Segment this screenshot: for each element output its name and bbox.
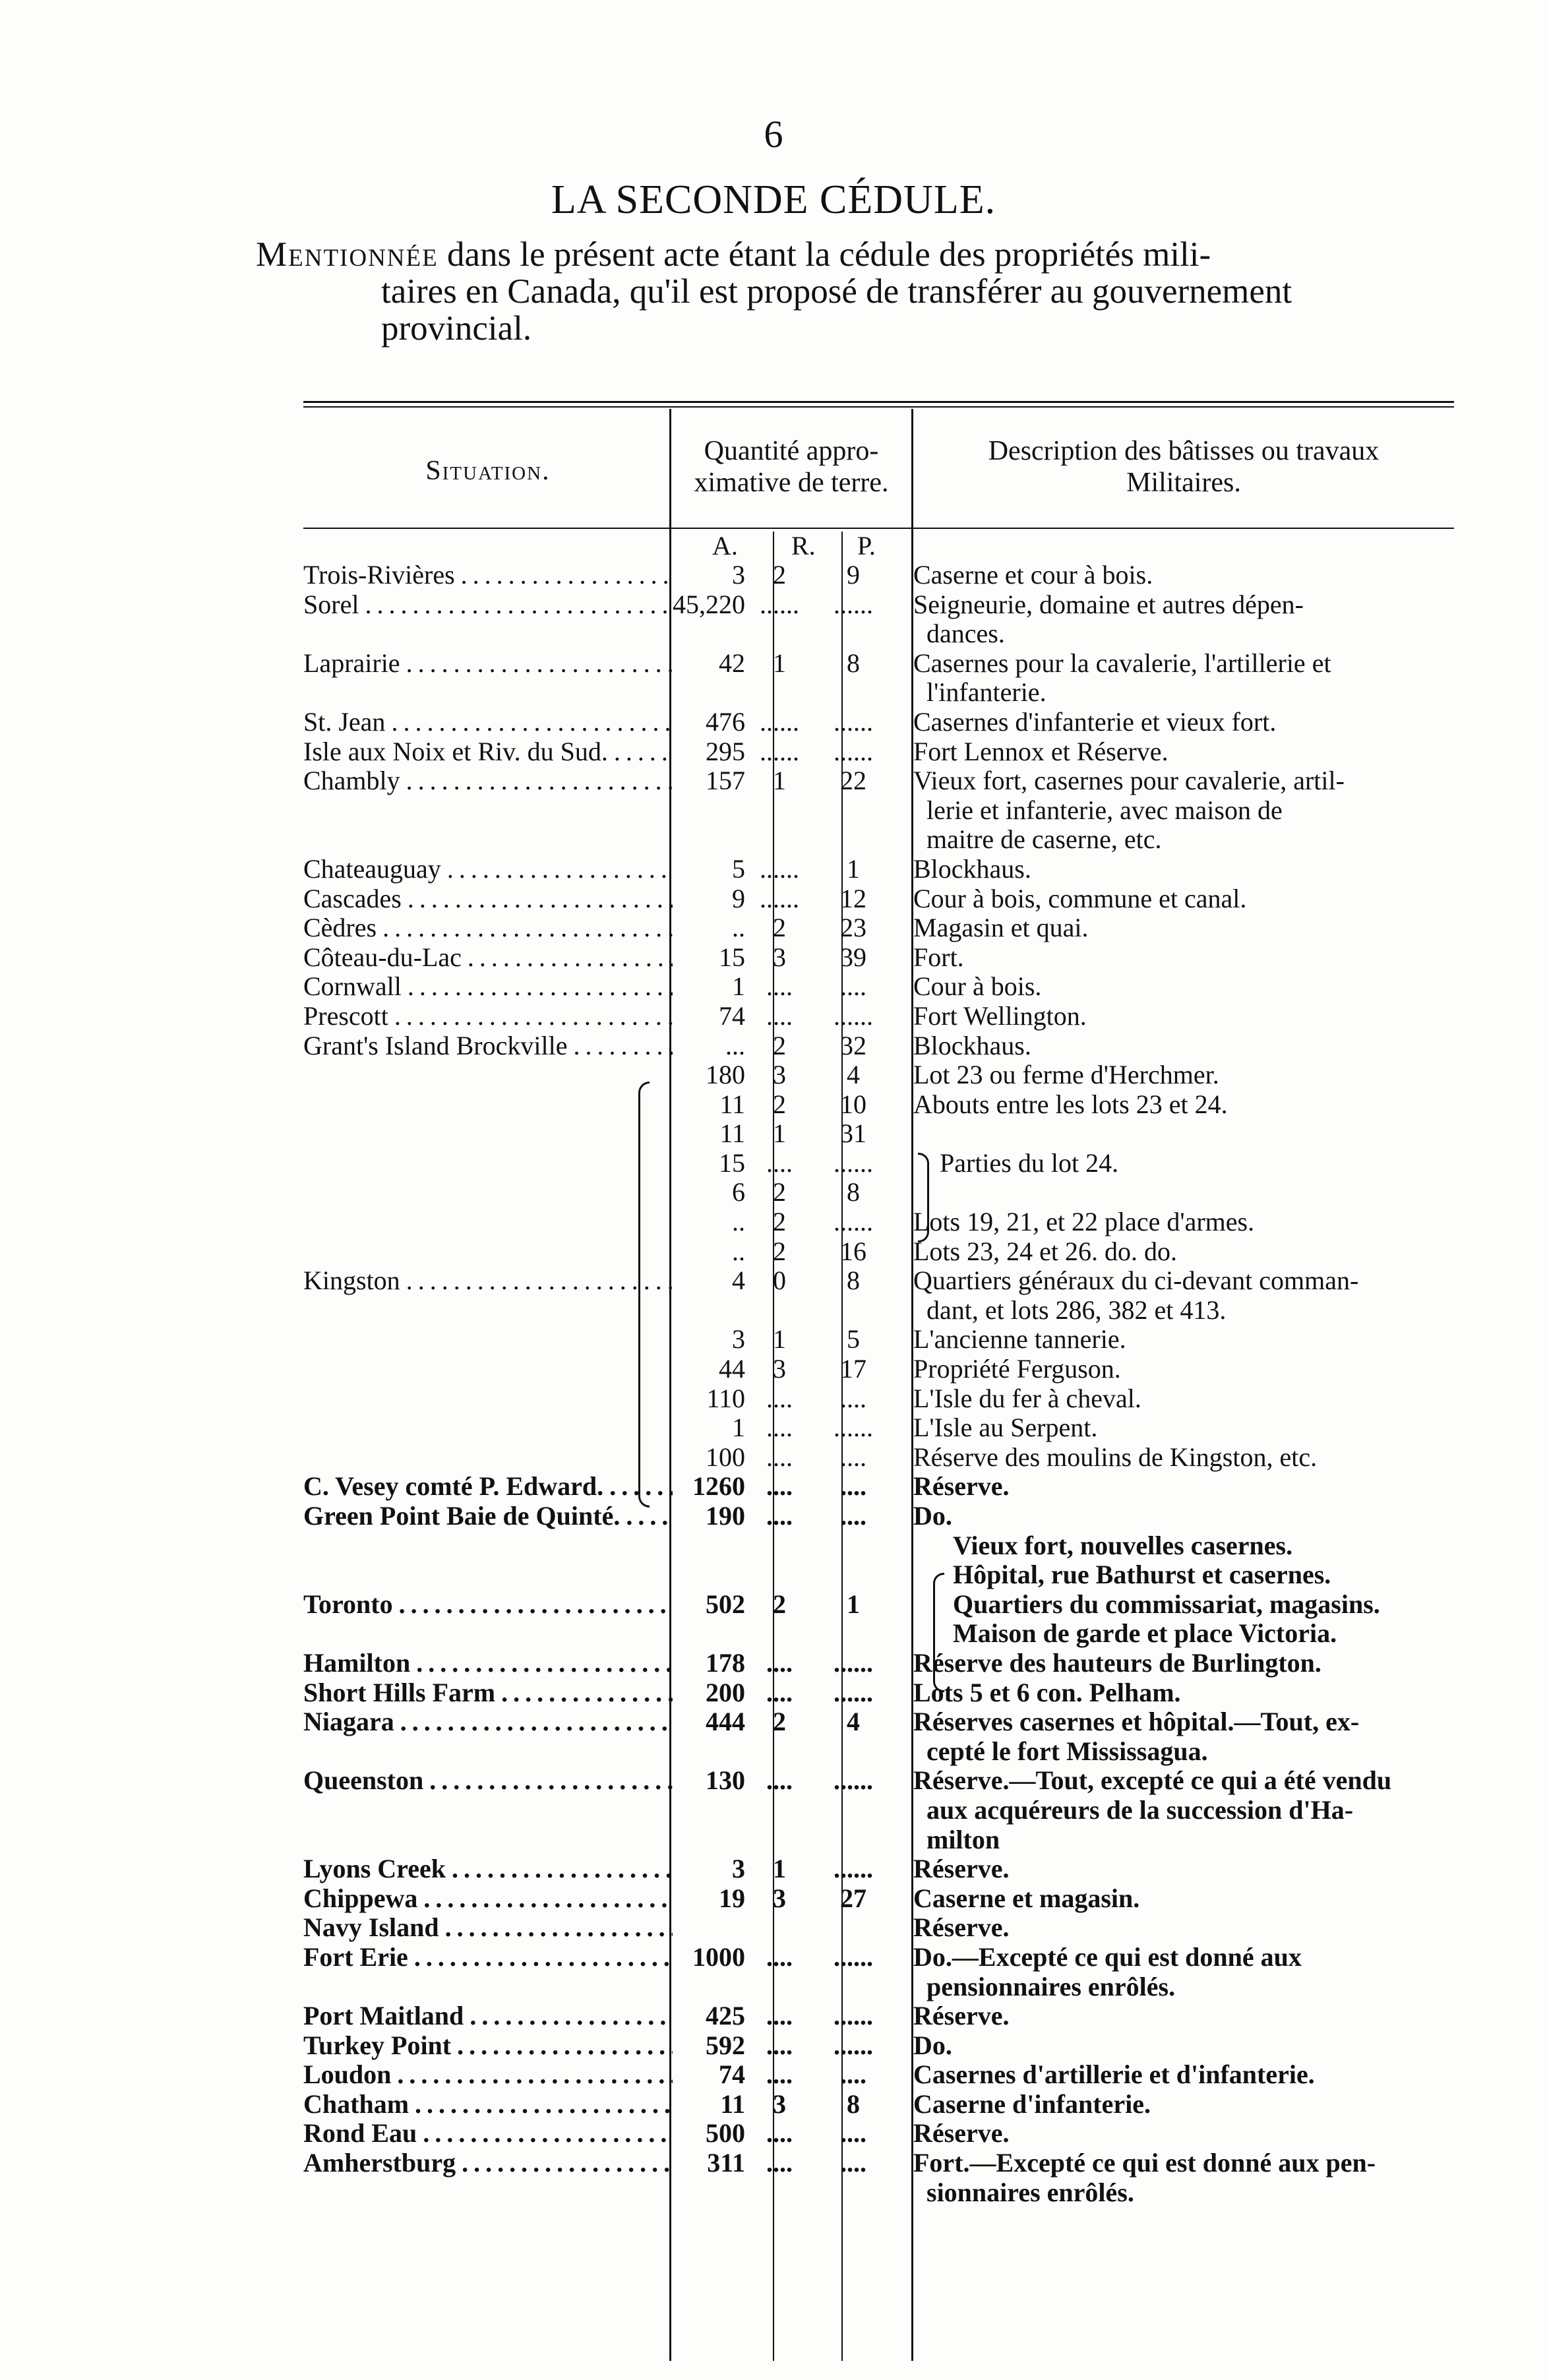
- cell-description: Réserve des hauteurs de Burlington.: [913, 1647, 1321, 1678]
- table-row: [303, 1266, 1454, 1296]
- cell-acres: 200: [706, 1677, 745, 1707]
- cell-acres: 502: [706, 1589, 745, 1619]
- cell-acres: 592: [706, 2030, 745, 2060]
- table-row: [303, 1707, 1454, 1737]
- cell-perches: ......: [834, 736, 873, 766]
- cell-acres: ..: [732, 913, 745, 943]
- cell-situation: Cascades . . .: [303, 884, 673, 914]
- cell-acres: 11: [719, 1118, 745, 1149]
- cell-acres: 42: [719, 648, 745, 678]
- cell-acres: 11: [719, 1089, 745, 1119]
- table-row: [303, 1443, 1454, 1473]
- cell-roods: ......: [760, 736, 799, 766]
- cell-description: Caserne et cour à bois.: [913, 560, 1153, 590]
- cell-roods: 2: [773, 1030, 786, 1060]
- cell-description: sionnaires enrôlés.: [926, 2177, 1134, 2207]
- cell-acres: ..: [732, 1207, 745, 1237]
- cell-situation: Trois-Rivières . . .: [303, 561, 673, 590]
- cell-acres: 1: [732, 1413, 745, 1443]
- table-row: [303, 2031, 1454, 2061]
- table-row: [303, 1355, 1454, 1384]
- cell-roods: 2: [773, 1589, 786, 1619]
- cell-description: Fort Lennox et Réserve.: [913, 736, 1168, 766]
- cell-acres: 3: [732, 560, 745, 590]
- cell-situation: C. Vesey comté P. Edward. . . .: [303, 1472, 673, 1502]
- cell-description: Lots 5 et 6 con. Pelham.: [913, 1677, 1181, 1707]
- table-row: [303, 2149, 1454, 2178]
- cell-acres: 1000: [692, 1941, 745, 1972]
- table-row: [303, 1560, 1454, 1590]
- cell-roods: ....: [766, 2030, 793, 2060]
- cell-perches: 17: [840, 1354, 866, 1384]
- cell-situation: Toronto . . .: [303, 1590, 673, 1620]
- table-row: [303, 1913, 1454, 1943]
- table-row: [303, 2060, 1454, 2090]
- cell-roods: ....: [766, 1501, 793, 1531]
- cell-perches: ......: [834, 1854, 873, 1884]
- table-row: [303, 678, 1454, 708]
- cell-situation: Isle aux Noix et Riv. du Sud. . . .: [303, 737, 673, 767]
- unit-acres: A.: [712, 531, 738, 561]
- cell-situation: Cèdres . . .: [303, 913, 673, 943]
- cell-acres: 3: [732, 1324, 745, 1355]
- cell-acres: 15: [719, 1147, 745, 1178]
- cell-acres: 1260: [692, 1471, 745, 1502]
- cell-acres: 311: [707, 2148, 745, 2178]
- cell-roods: ......: [760, 853, 799, 884]
- cell-description: Quartiers du commissariat, magasins.: [953, 1589, 1380, 1619]
- cell-roods: ....: [766, 1765, 793, 1796]
- cell-description: Casernes d'artillerie et d'infanterie.: [913, 2060, 1315, 2090]
- cell-description: dant, et lots 286, 382 et 413.: [926, 1295, 1227, 1325]
- cell-description: pensionnaires enrôlés.: [926, 1971, 1176, 2001]
- cell-acres: 5: [732, 853, 745, 884]
- cell-situation: Kingston . . .: [303, 1266, 673, 1296]
- cell-description: Fort Wellington.: [913, 1000, 1087, 1031]
- cell-perches: 1: [847, 1589, 860, 1619]
- cell-description: Vieux fort, nouvelles casernes.: [953, 1530, 1293, 1560]
- cell-perches: ......: [834, 1147, 873, 1178]
- cell-situation: Green Point Baie de Quinté. . . .: [303, 1502, 673, 1531]
- table-row: [303, 1884, 1454, 1914]
- cell-roods: 1: [773, 648, 786, 678]
- cell-perches: 8: [847, 1177, 860, 1207]
- cell-description: Réserve.: [913, 1854, 1010, 1884]
- cell-description: Blockhaus.: [913, 1030, 1031, 1060]
- cell-description: Propriété Ferguson.: [913, 1354, 1121, 1384]
- cell-roods: ....: [766, 1147, 793, 1178]
- cell-description: lerie et infanterie, avec maison de: [926, 795, 1283, 825]
- cell-acres: 444: [706, 1707, 745, 1737]
- cell-perches: 22: [840, 766, 866, 796]
- cell-acres: 178: [706, 1647, 745, 1678]
- cell-roods: ....: [766, 1442, 793, 1472]
- cell-roods: ....: [766, 1471, 793, 1502]
- cell-perches: ......: [834, 1413, 873, 1443]
- cell-situation: Short Hills Farm . . .: [303, 1678, 673, 1708]
- table-row: [303, 855, 1454, 884]
- cell-situation: Chateauguay . . .: [303, 855, 673, 884]
- cell-acres: 15: [719, 942, 745, 972]
- cell-roods: ....: [766, 1941, 793, 1972]
- cell-perches: 31: [840, 1118, 866, 1149]
- cell-roods: 3: [773, 942, 786, 972]
- table-row: [303, 1502, 1454, 1531]
- table-row: [303, 1737, 1454, 1767]
- cell-description: Maison de garde et place Victoria.: [953, 1618, 1337, 1649]
- cell-perches: 8: [847, 1266, 860, 1296]
- cell-acres: 476: [706, 706, 745, 737]
- cell-acres: 45,220: [673, 589, 745, 619]
- cell-roods: 1: [773, 1324, 786, 1355]
- cell-description: Seigneurie, domaine et autres dépen-: [913, 589, 1304, 619]
- table-row: [303, 1031, 1454, 1061]
- cell-acres: 425: [706, 2001, 745, 2031]
- cell-situation: Chambly . . .: [303, 766, 673, 796]
- table-row: [303, 1472, 1454, 1502]
- cell-perches: ......: [834, 1941, 873, 1972]
- table-row: [303, 1090, 1454, 1120]
- table-row: [303, 1766, 1454, 1796]
- intro-line-3: provincial.: [381, 309, 532, 348]
- cell-roods: ....: [766, 971, 793, 1002]
- cell-perches: 27: [840, 1883, 866, 1913]
- table-row: [303, 1825, 1454, 1855]
- table-row: [303, 619, 1454, 649]
- cell-perches: 32: [840, 1030, 866, 1060]
- table-row: [303, 708, 1454, 737]
- table-row: [303, 796, 1454, 826]
- table-row: [303, 1384, 1454, 1414]
- cell-situation: Chatham . . .: [303, 2090, 673, 2120]
- cell-description: L'Isle du fer à cheval.: [913, 1383, 1141, 1413]
- cell-description: Caserne d'infanterie.: [913, 2089, 1151, 2119]
- cell-roods: ....: [766, 1647, 793, 1678]
- cell-description: aux acquéreurs de la succession d'Ha-: [926, 1794, 1354, 1825]
- table-row: [303, 1060, 1454, 1090]
- cell-acres: 3: [732, 1854, 745, 1884]
- cell-situation: Turkey Point . . .: [303, 2031, 673, 2061]
- table-row: [303, 1796, 1454, 1825]
- table-row: [303, 2090, 1454, 2120]
- cell-acres: 295: [706, 736, 745, 766]
- table-row: [303, 1002, 1454, 1031]
- table-row: [303, 1854, 1454, 1884]
- cell-roods: ....: [766, 1413, 793, 1443]
- header-description: [920, 435, 1447, 499]
- cell-acres: 100: [706, 1442, 745, 1472]
- cell-acres: 157: [706, 766, 745, 796]
- header-situation: Situation.: [425, 456, 551, 486]
- cell-roods: 2: [773, 1089, 786, 1119]
- cell-perches: 1: [847, 853, 860, 884]
- cell-acres: 11: [720, 2089, 745, 2119]
- cell-acres: 110: [706, 1383, 745, 1413]
- cell-perches: 4: [847, 1060, 860, 1090]
- cell-description: Abouts entre les lots 23 et 24.: [913, 1089, 1228, 1119]
- cell-roods: ....: [766, 2001, 793, 2031]
- cell-description: cepté le fort Mississagua.: [926, 1736, 1208, 1766]
- cell-acres: 4: [732, 1266, 745, 1296]
- header-quantity-line-2: ximative de terre.: [694, 468, 889, 498]
- table-row: [303, 1590, 1454, 1620]
- table-row: [303, 2178, 1454, 2208]
- cell-description: maitre de caserne, etc.: [926, 824, 1162, 855]
- cell-acres: ..: [732, 1236, 745, 1266]
- table-row: [303, 1649, 1454, 1678]
- cell-description: Réserves casernes et hôpital.—Tout, ex-: [913, 1707, 1360, 1737]
- unit-roods: R.: [791, 531, 816, 561]
- cell-description: Cour à bois.: [913, 971, 1042, 1002]
- cell-perches: ......: [834, 706, 873, 737]
- table-row: [303, 1531, 1454, 1561]
- cell-situation: Navy Island . . .: [303, 1913, 673, 1943]
- cell-roods: 1: [773, 1854, 786, 1884]
- cell-situation: Loudon . . .: [303, 2060, 673, 2090]
- cell-description: L'ancienne tannerie.: [913, 1324, 1126, 1355]
- cell-acres: 130: [706, 1765, 745, 1796]
- cell-situation: Rond Eau . . .: [303, 2119, 673, 2149]
- table-row: [303, 1119, 1454, 1149]
- table-row: [303, 1178, 1454, 1207]
- cell-acres: 19: [719, 1883, 745, 1913]
- cell-roods: 2: [773, 913, 786, 943]
- cell-situation: Sorel . . .: [303, 590, 673, 620]
- cell-perches: ....: [840, 1442, 866, 1472]
- cell-roods: ......: [760, 589, 799, 619]
- cell-roods: ......: [760, 883, 799, 913]
- header-rule-top: [303, 401, 1454, 403]
- properties-table: [303, 561, 1454, 2207]
- cell-perches: ......: [834, 1000, 873, 1031]
- cell-situation: Queenston . . .: [303, 1766, 673, 1796]
- table-row: [303, 649, 1454, 679]
- table-row: [303, 1325, 1454, 1355]
- table-row: [303, 972, 1454, 1002]
- cell-roods: 1: [773, 766, 786, 796]
- table-row: [303, 1413, 1454, 1443]
- cell-description: Fort.—Excepté ce qui est donné aux pen-: [913, 2148, 1376, 2178]
- intro-paragraph: [256, 236, 1443, 347]
- intro-line-1: [256, 236, 1443, 273]
- cell-perches: ......: [834, 1647, 873, 1678]
- cell-perches: 9: [847, 560, 860, 590]
- table-row: [303, 2001, 1454, 2031]
- cell-roods: ....: [766, 2118, 793, 2149]
- cell-acres: 74: [719, 1000, 745, 1031]
- cell-roods: 3: [773, 2089, 786, 2119]
- cell-description: Casernes d'infanterie et vieux fort.: [913, 706, 1277, 737]
- cell-situation: Port Maitland . . .: [303, 2001, 673, 2031]
- cell-description: Caserne et magasin.: [913, 1883, 1140, 1913]
- cell-perches: ....: [840, 2060, 866, 2090]
- cell-perches: ......: [834, 589, 873, 619]
- cell-perches: 5: [847, 1324, 860, 1355]
- cell-perches: 12: [840, 883, 866, 913]
- cell-situation: Hamilton . . .: [303, 1649, 673, 1678]
- cell-description: Do.: [913, 1501, 952, 1531]
- cell-acres: 190: [706, 1501, 745, 1531]
- cell-description: Blockhaus.: [913, 853, 1031, 884]
- cell-situation: St. Jean . . .: [303, 708, 673, 737]
- cell-acres: ...: [725, 1030, 745, 1060]
- header-quantity-line-1: Quantité appro-: [704, 436, 879, 466]
- cell-roods: 2: [773, 1236, 786, 1266]
- table-row: [303, 2119, 1454, 2149]
- cell-perches: ......: [834, 1765, 873, 1796]
- cell-situation: Prescott . . .: [303, 1002, 673, 1031]
- cell-roods: ....: [766, 2148, 793, 2178]
- cell-description: Fort.: [913, 942, 964, 972]
- cell-description: Lot 23 ou ferme d'Herchmer.: [913, 1060, 1219, 1090]
- cell-perches: ....: [840, 1471, 866, 1502]
- table-row: [303, 943, 1454, 973]
- cell-roods: ....: [766, 2060, 793, 2090]
- table-row: [303, 825, 1454, 855]
- cell-roods: 2: [773, 560, 786, 590]
- table-row: [303, 1678, 1454, 1708]
- cell-situation: Fort Erie . . .: [303, 1943, 673, 1972]
- cell-description: Casernes pour la cavalerie, l'artillerie et: [913, 648, 1331, 678]
- cell-description: Parties du lot 24.: [940, 1147, 1119, 1178]
- cell-roods: 0: [773, 1266, 786, 1296]
- cell-description: Réserve.—Tout, excepté ce qui a été vendu: [913, 1765, 1392, 1796]
- cell-description: L'Isle au Serpent.: [913, 1413, 1098, 1443]
- cell-roods: 3: [773, 1060, 786, 1090]
- cell-perches: 10: [840, 1089, 866, 1119]
- cell-acres: 180: [706, 1060, 745, 1090]
- cell-roods: 2: [773, 1177, 786, 1207]
- table-row: [303, 590, 1454, 620]
- cell-roods: 1: [773, 1118, 786, 1149]
- cell-description: Réserve.: [913, 1471, 1010, 1502]
- cell-situation: Niagara . . .: [303, 1707, 673, 1737]
- cell-situation: Grant's Island Brockville . . .: [303, 1031, 673, 1061]
- cell-situation: Chippewa . . .: [303, 1884, 673, 1914]
- table-row: [303, 1619, 1454, 1649]
- cell-description: Réserve.: [913, 2118, 1010, 2149]
- cell-situation: Lyons Creek . . .: [303, 1854, 673, 1884]
- table-row: [303, 561, 1454, 590]
- cell-description: Cour à bois, commune et canal.: [913, 883, 1247, 913]
- cell-description: Réserve.: [913, 2001, 1010, 2031]
- cell-description: Do.—Excepté ce qui est donné aux: [913, 1941, 1302, 1972]
- table-row: [303, 884, 1454, 914]
- table-row: [303, 1237, 1454, 1267]
- cell-situation: Amherstburg . . .: [303, 2149, 673, 2178]
- cell-acres: 74: [719, 2060, 745, 2090]
- cell-description: dances.: [926, 619, 1005, 649]
- cell-description: Lots 19, 21, et 22 place d'armes.: [913, 1207, 1255, 1237]
- cell-perches: ....: [840, 2118, 866, 2149]
- cell-situation: Laprairie . . .: [303, 649, 673, 679]
- cell-acres: 500: [706, 2118, 745, 2149]
- cell-roods: ......: [760, 706, 799, 737]
- cell-perches: 23: [840, 913, 866, 943]
- intro-lead-word: Mentionnée: [256, 235, 439, 274]
- table-row: [303, 1296, 1454, 1326]
- cell-perches: ......: [834, 2001, 873, 2031]
- header-description-line-2: Militaires.: [1126, 468, 1241, 498]
- cell-description: Réserve des moulins de Kingston, etc.: [913, 1442, 1318, 1472]
- cell-perches: ......: [834, 1677, 873, 1707]
- cell-description: milton: [926, 1824, 1000, 1854]
- cell-description: Hôpital, rue Bathurst et casernes.: [953, 1560, 1331, 1590]
- intro-line-2: taires en Canada, qu'il est proposé de transférer au gouvernement: [381, 272, 1292, 311]
- table-row: [303, 1149, 1454, 1178]
- cell-roods: 3: [773, 1354, 786, 1384]
- cell-acres: 6: [732, 1177, 745, 1207]
- cell-roods: 2: [773, 1707, 786, 1737]
- cell-roods: ....: [766, 1383, 793, 1413]
- intro-line-1-text: dans le présent acte étant la cédule des propriétés mili-: [446, 235, 1211, 274]
- cell-roods: ....: [766, 1677, 793, 1707]
- cell-perches: ....: [840, 971, 866, 1002]
- unit-perches: P.: [857, 531, 876, 561]
- cell-acres: 9: [732, 883, 745, 913]
- cell-roods: ....: [766, 1000, 793, 1031]
- page-number: 6: [764, 113, 783, 156]
- header-description-line-1: Description des bâtisses ou travaux: [988, 436, 1380, 466]
- cell-acres: 44: [719, 1354, 745, 1384]
- cell-perches: 16: [840, 1236, 866, 1266]
- cell-acres: 1: [732, 971, 745, 1002]
- cell-description: Lots 23, 24 et 26. do. do.: [913, 1236, 1177, 1266]
- cell-description: Do.: [913, 2030, 952, 2060]
- header-rule-top-2: [303, 406, 1454, 408]
- table-row: [303, 737, 1454, 767]
- cell-perches: ......: [834, 2030, 873, 2060]
- table-row: [303, 1943, 1454, 1972]
- header-rule-bottom: [303, 528, 1454, 529]
- cell-perches: ....: [840, 2148, 866, 2178]
- cell-description: Magasin et quai.: [913, 913, 1089, 943]
- cell-description: Quartiers généraux du ci-devant comman-: [913, 1266, 1359, 1296]
- cell-perches: 4: [847, 1707, 860, 1737]
- cell-roods: 3: [773, 1883, 786, 1913]
- cell-description: l'infanterie.: [926, 677, 1046, 708]
- table-row: [303, 913, 1454, 943]
- cell-description: Réserve.: [913, 1912, 1010, 1943]
- table-row: [303, 766, 1454, 796]
- cell-perches: ....: [840, 1383, 866, 1413]
- cell-perches: 39: [840, 942, 866, 972]
- cell-perches: ....: [840, 1501, 866, 1531]
- cell-situation: Cornwall . . .: [303, 972, 673, 1002]
- header-quantity: [673, 435, 910, 499]
- cell-description: Vieux fort, casernes pour cavalerie, artil-: [913, 766, 1345, 796]
- cell-roods: 2: [773, 1207, 786, 1237]
- cell-situation: Côteau-du-Lac . . .: [303, 943, 673, 973]
- cell-perches: 8: [847, 2089, 860, 2119]
- table-row: [303, 1972, 1454, 2002]
- cell-perches: 8: [847, 648, 860, 678]
- table-row: [303, 1207, 1454, 1237]
- schedule-title: LA SECONDE CÉDULE.: [551, 177, 996, 222]
- cell-perches: ......: [834, 1207, 873, 1237]
